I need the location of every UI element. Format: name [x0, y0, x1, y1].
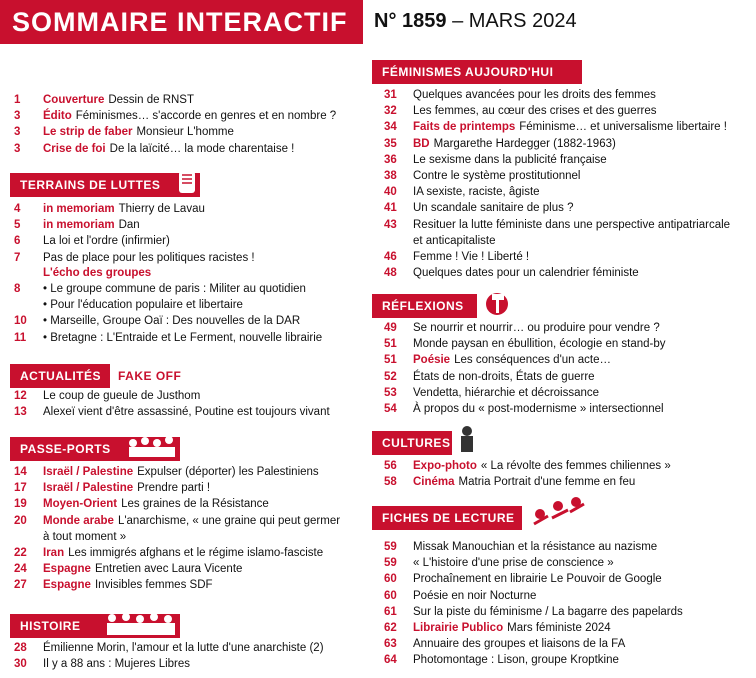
page-number: 61	[384, 605, 397, 618]
entry-title: • Marseille, Groupe Oaï : Des nouvelles de la DAR	[43, 315, 301, 328]
page-number: 28	[14, 642, 27, 654]
page-number: 56	[384, 460, 397, 472]
page-number: 60	[384, 589, 397, 602]
page-number: 58	[384, 476, 397, 489]
page-number: 30	[14, 658, 27, 671]
issue-number: N° 1859	[374, 10, 447, 32]
entry-title: Le strip de faber Monsieur L'homme	[43, 126, 234, 139]
issue-date: – MARS 2024	[452, 10, 577, 32]
page-number: 19	[14, 498, 27, 511]
page-number: 38	[384, 170, 397, 182]
section-histoire[interactable]	[10, 614, 180, 638]
page-number: 32	[384, 105, 397, 118]
page-number: 27	[14, 579, 27, 592]
page-number: 5	[14, 219, 21, 232]
page-number: 34	[384, 121, 397, 134]
rubric-label: Expo-photo	[413, 460, 477, 472]
entry-title: La loi et l'ordre (infirmier)	[43, 235, 170, 248]
section-title: FICHES DE LECTURE	[382, 511, 515, 525]
entry-title: Pas de place pour les politiques racistes !	[43, 251, 255, 264]
entry-title: Iran Les immigrés afghans et le régime islamo-fasciste	[43, 547, 324, 559]
hammer-icon	[482, 288, 512, 318]
page-number: 59	[384, 557, 397, 570]
rubric-label: Israël / Palestine	[43, 466, 134, 478]
entry-title: « L'histoire d'une prise de conscience »	[413, 557, 614, 570]
entry-title: Sur la piste du féminisme / La bagarre des papelards	[413, 605, 683, 618]
page-number: 8	[14, 283, 21, 295]
section-fiches-de-lecture[interactable]	[372, 506, 522, 530]
entry-title: Espagne Entretien avec Laura Vicente	[43, 563, 243, 576]
entry-title: Annuaire des groupes et liaisons de la FA	[413, 638, 626, 651]
entry-title: Le coup de gueule de Justhom	[43, 390, 201, 402]
page-number: 40	[384, 186, 397, 199]
entry-title: Quelques dates pour un calendrier féministe	[413, 267, 639, 280]
entry-title: Expo-photo « La révolte des femmes chiliennes »	[413, 460, 671, 472]
entry-title: Monde arabe L'anarchisme, « une graine qui peut germer	[43, 514, 341, 527]
entry-title: Se nourrir et nourrir… ou produire pour vendre ?	[413, 322, 660, 334]
page-number: 51	[384, 354, 397, 367]
entry-title: Poésie Les conséquences d'un acte…	[413, 354, 611, 367]
page-number: 52	[384, 370, 397, 383]
page-number: 10	[14, 315, 27, 328]
rubric-label: Espagne	[43, 563, 91, 576]
reading-figures-icon	[528, 494, 588, 528]
raised-fist-icon	[174, 167, 200, 197]
rubric-label: Librairie Publico	[413, 622, 504, 634]
entry-title: et anticapitaliste	[413, 234, 496, 247]
entry-title: Cinéma Matria Portrait d'une femme en feu	[413, 476, 636, 489]
page-number: 6	[14, 235, 21, 248]
entry-title: À propos du « post-modernisme » intersectionnel	[413, 403, 664, 415]
rubric-label: BD	[413, 137, 430, 150]
entry-title: Le sexisme dans la publicité française	[413, 153, 607, 166]
section-cultures[interactable]	[372, 431, 452, 455]
rubric-label: Faits de printemps	[413, 121, 516, 134]
page-number: 13	[14, 406, 27, 419]
page-number: 31	[384, 89, 397, 101]
rubric-label: Cinéma	[413, 476, 455, 489]
entry-title: Les femmes, au cœur des crises et des guerres	[413, 105, 657, 118]
page-number: 53	[384, 386, 397, 399]
crowd-icon	[125, 431, 180, 461]
section-title: FÉMINISMES AUJOURD'HUI	[382, 65, 554, 79]
rubric-label: Édito	[43, 110, 72, 123]
page-number: 54	[384, 403, 397, 415]
page-number: 62	[384, 622, 397, 634]
entry-title: BD Margarethe Hardegger (1882-1963)	[413, 137, 616, 150]
entry-title: Femme ! Vie ! Liberté !	[413, 251, 530, 263]
entry-title: à tout moment »	[43, 530, 127, 543]
page-number: 20	[14, 514, 27, 527]
entry-title: Édito Féminismes… s'accorde en genres et en nombre ?	[43, 110, 337, 123]
entry-title: Espagne Invisibles femmes SDF	[43, 579, 213, 592]
issue-info	[374, 10, 577, 33]
section-actualites[interactable]	[10, 364, 110, 388]
page-number: 3	[14, 142, 21, 155]
section-title: ACTUALITÉS	[20, 369, 101, 383]
page-number: 49	[384, 322, 397, 334]
entry-title: Israël / Palestine Expulser (déporter) les Palestiniens	[43, 466, 319, 478]
page-number: 17	[14, 482, 27, 495]
entry-title: États de non-droits, États de guerre	[413, 370, 595, 383]
section-title: CULTURES	[382, 436, 451, 450]
entry-title: Faits de printemps Féminisme… et universalisme libertaire !	[413, 121, 727, 134]
page-number: 36	[384, 153, 397, 166]
section-passe-ports[interactable]	[10, 437, 180, 461]
rubric-label: Israël / Palestine	[43, 482, 134, 495]
entry-title: Un scandale sanitaire de plus ?	[413, 202, 574, 215]
entry-title: Israël / Palestine Prendre parti !	[43, 482, 211, 495]
page-number: 7	[14, 251, 21, 264]
page-number: 43	[384, 218, 397, 231]
page-number: 64	[384, 654, 397, 667]
section-reflexions[interactable]	[372, 294, 477, 318]
page-number: 14	[14, 466, 27, 478]
page-number: 4	[14, 203, 21, 215]
page-number: 60	[384, 573, 397, 586]
page-number: 22	[14, 547, 27, 559]
entry-title: Émilienne Morin, l'amour et la lutte d'une anarchiste (2)	[43, 642, 324, 654]
entry-title: Missak Manouchian et la résistance au nazisme	[413, 541, 658, 553]
section-title: RÉFLEXIONS	[382, 299, 464, 313]
entry-title: Prochaînement en librairie Le Pouvoir de Google	[413, 573, 662, 586]
page-number: 41	[384, 202, 397, 215]
statue-icon	[455, 424, 479, 454]
rubric-label: Le strip de faber	[43, 126, 133, 139]
rubric-label: in memoriam	[43, 203, 115, 215]
page-number: 1	[14, 94, 21, 106]
page-number: 24	[14, 563, 27, 576]
entry-title: Crise de foi De la laïcité… la mode charentaise !	[43, 142, 295, 155]
entry-title: in memoriam Dan	[43, 219, 140, 232]
entry-title: • Bretagne : L'Entraide et Le Ferment, nouvelle librairie	[43, 331, 323, 344]
page-number: 3	[14, 110, 21, 123]
entry-title: Il y a 88 ans : Mujeres Libres	[43, 658, 191, 671]
page-number: 59	[384, 541, 397, 553]
rubric-label: Monde arabe	[43, 514, 114, 527]
entry-title: Photomontage : Lison, groupe Kroptkine	[413, 654, 619, 667]
page-number: 35	[384, 137, 397, 150]
page-number: 46	[384, 251, 397, 263]
section-title: HISTOIRE	[20, 619, 81, 633]
section-title: PASSE-PORTS	[20, 442, 111, 456]
magazine-title: SOMMAIRE INTERACTIF	[0, 0, 363, 44]
section-feminismes-aujourdhui[interactable]	[372, 60, 582, 84]
page-number: 12	[14, 390, 27, 402]
entry-title: Quelques avancées pour les droits des femmes	[413, 89, 656, 101]
entry-title: in memoriam Thierry de Lavau	[43, 203, 205, 215]
historical-crowd-icon	[102, 608, 180, 638]
section-terrains-de-luttes[interactable]	[10, 173, 200, 197]
rubric-label: Moyen-Orient	[43, 498, 118, 511]
entry-title: Vendetta, hiérarchie et décroissance	[413, 386, 600, 399]
rubric-label: Iran	[43, 547, 65, 559]
entry-title: Monde paysan en ébullition, écologie en stand-by	[413, 338, 666, 351]
rubric-label: in memoriam	[43, 219, 115, 232]
entry-title: Moyen-Orient Les graines de la Résistance	[43, 498, 269, 511]
entry-title: IA sexiste, raciste, âgiste	[413, 186, 540, 199]
section-title: TERRAINS DE LUTTES	[20, 178, 161, 192]
rubric-label: Espagne	[43, 579, 91, 592]
page-number: 48	[384, 267, 397, 280]
rubric-label: Poésie	[413, 354, 451, 367]
page-number: 63	[384, 638, 397, 651]
subheading-echo-des-groupes: L'écho des groupes	[43, 267, 152, 279]
entry-title: Librairie Publico Mars féministe 2024	[413, 622, 611, 634]
rubric-label: Couverture	[43, 94, 105, 106]
page-number: 3	[14, 126, 21, 139]
page-number: 11	[14, 331, 27, 344]
entry-title: Alexeï vient d'être assassiné, Poutine est toujours vivant	[43, 406, 330, 419]
entry-title: Resituer la lutte féministe dans une perspective antipatriarcale	[413, 218, 731, 231]
page-number: 51	[384, 338, 397, 351]
entry-title: Contre le système prostitutionnel	[413, 170, 581, 182]
entry-title: Poésie en noir Nocturne	[413, 589, 537, 602]
entry-title: • Pour l'éducation populaire et libertaire	[43, 299, 243, 312]
entry-title: • Le groupe commune de paris : Militer au quotidien	[43, 283, 306, 295]
rubric-label: Crise de foi	[43, 142, 106, 155]
fake-off-label: FAKE OFF	[118, 369, 182, 383]
entry-title: Couverture Dessin de RNST	[43, 94, 194, 106]
